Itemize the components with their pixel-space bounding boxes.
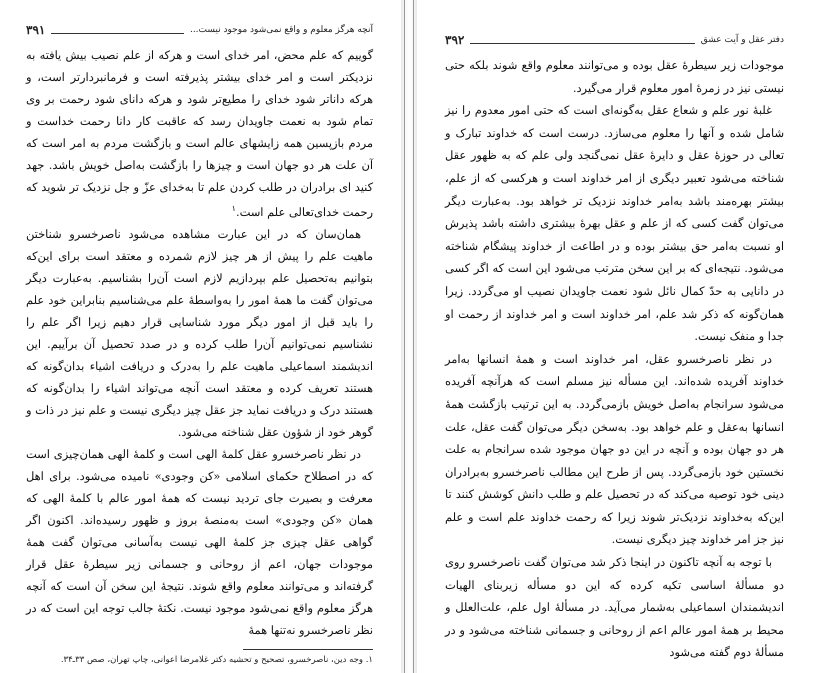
paragraph: در نظر ناصرخسرو عقل کلمهٔ الهی است و کلمهٔ الهی همان‌چیزی است که در اصطلاح حکمای اسلامی «کن وجودی» نامیده می‌شود. برای اهل معرفت و بصیرت جای تردید نیست که همهٔ امور عالم با کلمهٔ الهی که همان «کن وجودی» است به‌منصهٔ بروز و ظهور رسیده‌اند. اکنون اگر گواهی عقل چیزی جز کلمهٔ الهی نیست به‌آسانی می‌توان گفت همهٔ موجودات جهان، اعم از روحانی و جسمانی زیر سیطرهٔ عقل قرار گرفته‌اند و می‌توانند معلوم واقع شوند. نتیجهٔ این سخن آن است که آنچه هرگز معلوم واقع نمی‌شود موجود نیست. نکتهٔ جالب توجه این است که در نظر ناصرخسرو نه‌تنها همهٔ: [26, 446, 373, 637]
left-page-number: ۳۹۱: [26, 23, 46, 37]
paragraph: همان‌سان که در این عبارت مشاهده می‌شود ناصرخسرو شناختن ماهیت علم را پیش از هر چیز لازم شمرده و معتقد است برای این‌که بتوانیم به‌تحصیل علم بپردازیم لازم است آن‌را بشناسیم. به‌عبارت دیگر می‌توان گفت ما همهٔ امور را به‌واسطهٔ علم می‌شناسیم بنابراین خود علم را باید قبل از امور دیگر مورد شناسایی قرار دهیم زیرا اگر علم را نشناسیم نمی‌توانیم آن‌را طلب کرده و در صدد تحصیل آن برآییم. این اندیشمند اسماعیلی ماهیت علم را به‌درک و دریافت اشیاء بدان‌گونه که هستند تعریف کرده و معتقد است آنچه می‌تواند اشیاء را بدان‌گونه که هستند درک و دریافت نماید جز عقل چیز دیگری نیست و علم نیز در ذات و گوهر خود از شؤون عقل شناخته می‌شود.: [26, 226, 373, 439]
right-page-number: ۳۹۲: [445, 33, 465, 47]
right-page: [417, 0, 818, 673]
header-rule: [51, 33, 184, 34]
paragraph: گوییم که علم محض، امر خدای است و هرکه از علم نصیب بیش یافته به نزدیکتر است و امر خدای بیشتر پذیرفته است و فرمانبردارتر است، و هرکه داناتر شود خدای را مطیع‌تر شود و هرکه دانای شود رحمت بر وی تمام شود به نعمت جاویدان رسد که عاقبت کار دانا رحمت خداست و مردم بازپسین همه زایشهای عالم است و بازگشت مردم به امر است که آن علت هر دو جهان است و چیزها را بازگشت به‌اصل خویش باشد. جهد کنید ای برادران در طلب کردن علم تا به‌خدای عزّ و جل نزدیک تر شوید که رحمت خدای‌تعالی علم است.$^۱$: [26, 48, 373, 219]
paragraph: غلبهٔ نور علم و شعاع عقل به‌گونه‌ای است که حتی امور معدوم را نیز شامل شده و آنها را معلوم می‌سازد. درست است که خداوند تبارک و تعالی در حوزهٔ عقل و دایرهٔ عقل نمی‌گنجد ولی علم که به ظهور عقل شناخته می‌شود تعبیر دیگری از امر خداوند است و هرکسی که از علم، بیشتر بهره‌مند باشد به‌امر خداوند نزدیک تر خواهد بود. به‌عبارت دیگر می‌توان گفت کسی که از علم و عقل بهرهٔ بیشتری داشته باشد پذیرش او نسبت به‌امر حق بیشتر بوده و در اطاعت از خداوند پیشگام شناخته می‌شود. نتیجه‌ای که بر این سخن مترتب می‌شود این است که اگر کسی در دانایی به حدّ کمال نائل شود نعمت جاویدان نصیب او می‌گردد. زیرا همان‌گونه که ذکر شد علم، امر خداوند است و امر خداوند از رحمت او جدا و منفک نیست.: [445, 103, 784, 344]
left-page-body: [26, 44, 373, 641]
left-page-header: [26, 22, 373, 38]
left-running-title: آنچه هرگز معلوم و واقع نمی‌شود موجود نیست...: [189, 25, 373, 35]
right-page-header: [445, 32, 784, 48]
paragraph: در نظر ناصرخسرو عقل، امر خداوند است و همهٔ انسانها به‌امر خداوند آفریده شده‌اند. این مسأله نیز مسلم است که هرآنچه آفریده می‌شود سرانجام به‌اصل خویش بازمی‌گردد. به این ترتیب بازگشت همهٔ انسانها به‌عقل و علم خواهد بود. به‌سخن دیگر می‌توان گفت عقل، علت هر دو جهان بوده و آنچه در این دو جهان موجود شده سرانجام به علت نخستین خود بازمی‌گردد. پس از طرح این مطالب ناصرخسرو به‌برادران دینی خود توصیه می‌کند که در تحصیل علم و طلب دانش کوشش کنند تا این‌که به‌خداوند نزدیک‌تر شوند زیرا که رحمت خداوند علم است و علم نیز جز امر خداوند چیز دیگری نیست.: [445, 351, 784, 547]
paragraph: موجودات زیر سیطرهٔ عقل بوده و می‌توانند معلوم واقع شوند بلکه حتی نیستی نیز در زمرهٔ امور معلوم قرار می‌گیرد.: [445, 58, 784, 95]
footnote: ۱. وجه دین، ناصرخسرو، تصحیح و تحشیه دکتر غلامرضا اعوانی، چاپ تهران، صص ۳۳ـ۳۴.: [60, 654, 373, 665]
left-page: [0, 0, 401, 673]
right-page-body: [445, 54, 784, 664]
footnote-rule: [243, 649, 373, 650]
header-rule: [470, 43, 694, 44]
right-running-title: دفتر عقل و آیت عشق: [700, 35, 784, 45]
paragraph: با توجه به آنچه تاکنون در اینجا ذکر شد می‌توان گفت ناصرخسرو روی دو مسألهٔ اساسی تکیه کرده که این دو مسأله زیربنای الهیات اندیشمندان اسماعیلی به‌شمار می‌آید. در مسألهٔ اول علم، علت‌العلل و محیط بر همهٔ امور عالم اعم از روحانی و جسمانی شناخته می‌شود و در مسألهٔ دوم گفته می‌شود: [445, 555, 784, 660]
book-gutter: [401, 0, 417, 673]
footnote-marker: ۱: [231, 204, 236, 213]
